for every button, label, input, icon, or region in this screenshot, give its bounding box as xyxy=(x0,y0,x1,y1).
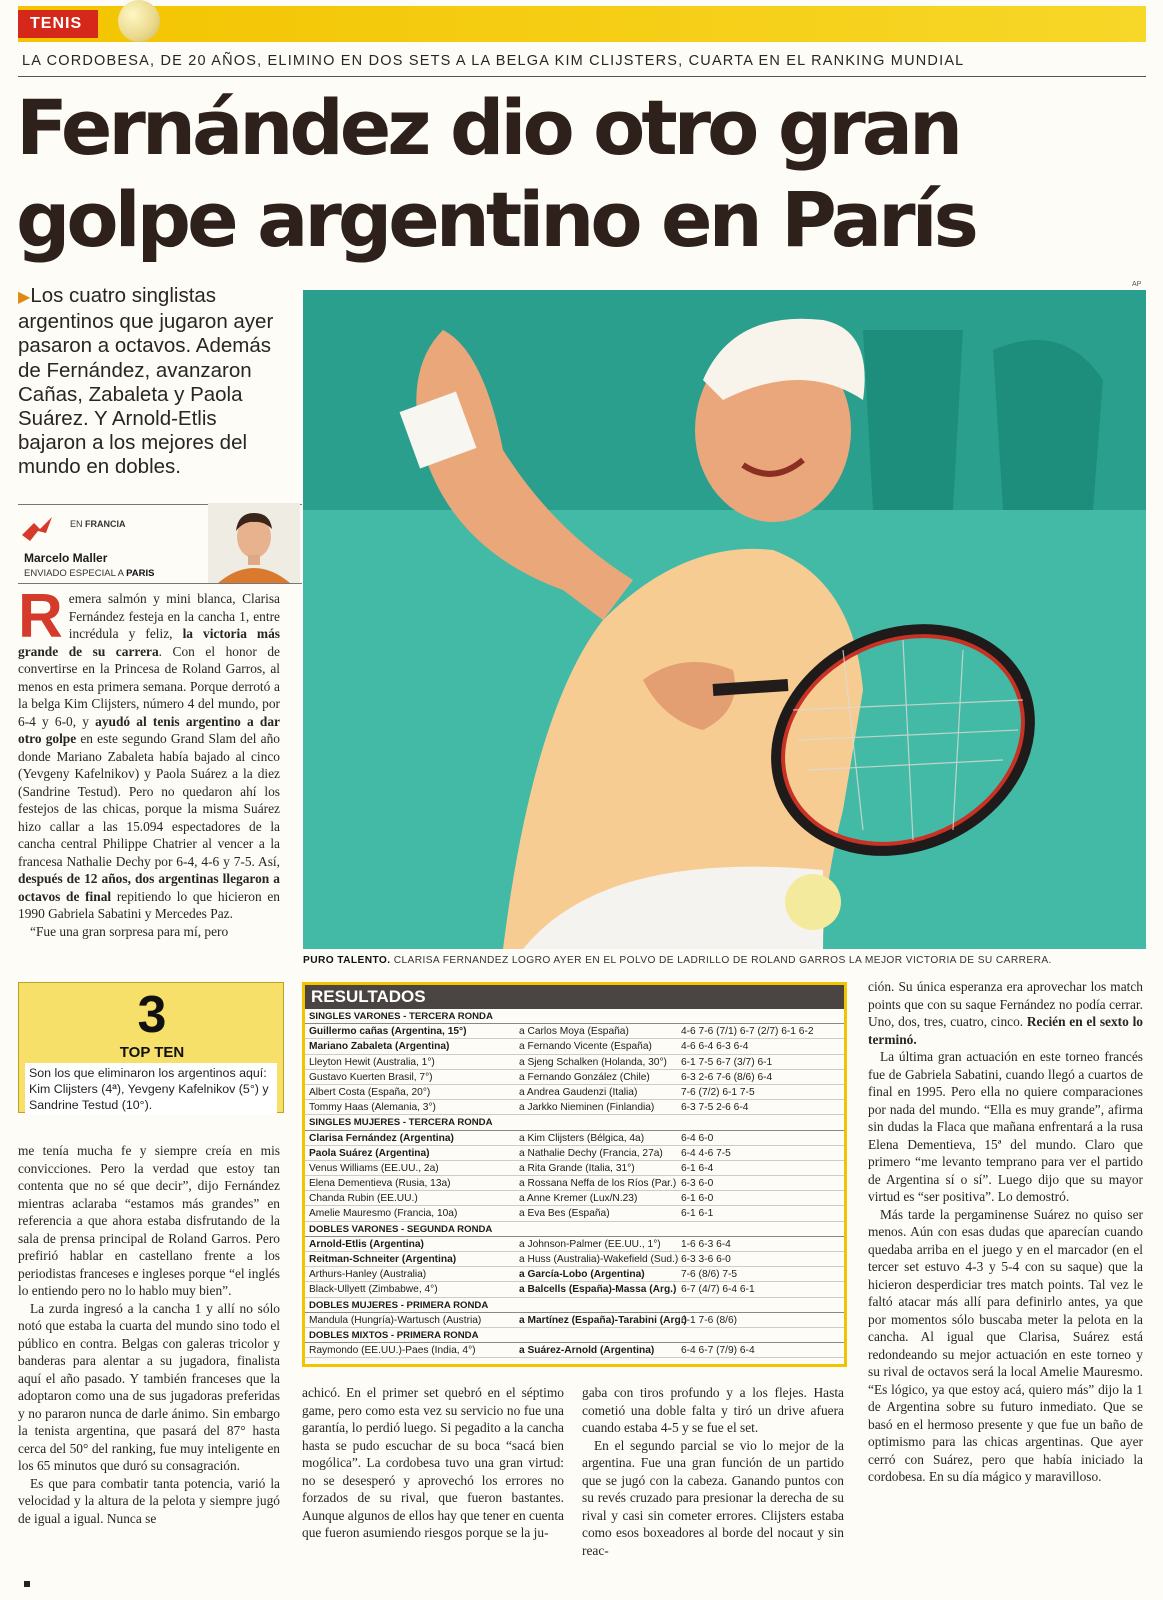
role-city: PARIS xyxy=(126,568,155,579)
results-player: Guillermo cañas (Argentina, 15°) xyxy=(309,1026,467,1038)
para: Más tarde la pergaminense Suárez no quiso ser menos. Aún con esas dudas que aparecían cuando quedaba arriba en el juego y en el marcador (en el tercer set estuvo 4-3 y 5-4 con su saque) que la hicieron desperdiciar tres match points. Tal vez le faltó atacar más allí para definirlo antes, ya que por momentos sólo buscaba meter la pelota en la cancha. Al igual que Clarisa, Suárez está redondeando su mejor actuación en este torneo y su rival de octavos será la local Amelie Mauresmo. “Es lógico, ya que estoy acá, quiero más” dijo la 1 de Argentina sobre su futuro inmediato. Que se basó en el hermoso presente y que fue un baño de optimismo para las chicas argentinas. Que ayer cerró con Suárez, pero que había iniciado la cordobesa. En su día mágico y maravilloso. xyxy=(868,1206,1143,1484)
para: gaba con tiros profundo y a los flejes. Hasta cometió una doble falta y tiró un drive afuera cuando estaba 4-5 y se fue el set. xyxy=(582,1385,844,1435)
author-name: Marcelo Maller xyxy=(24,551,108,565)
para: La última gran actuación en este torneo francés fue de Gabriela Sabatini, cuando llegó a cuartos de final en 1995. Pero ella no quiere comparaciones por nada del mundo. “Ella es muy grande”, afirma sin dudas la Flaca que mañana enfrentará a la rusa Elena Dementieva, 15ª del mundo. Claro que primero “me levanto temprano para ver el partido de Argentina sí o sí”. Luego dijo que su mayor virtud es “ser positiva”. Lo demostró. xyxy=(868,1049,1143,1204)
end-mark xyxy=(24,1581,30,1587)
results-score: 6-4 6-7 (7/9) 6-4 xyxy=(681,1345,755,1357)
bird-logo-icon xyxy=(20,513,54,543)
results-section-header: DOBLES MIXTOS - PRIMERA RONDA xyxy=(305,1328,844,1343)
results-score: 4-6 6-4 6-3 6-4 xyxy=(681,1041,749,1053)
results-section-header: DOBLES MUJERES - PRIMERA RONDA xyxy=(305,1298,844,1313)
headline-line-1: Fernández dio otro gran xyxy=(16,83,960,172)
article-column-1b xyxy=(18,1142,280,1527)
results-score: 6-4 6-0 xyxy=(681,1132,714,1144)
results-row xyxy=(305,1191,844,1206)
article-column-1 xyxy=(18,582,280,940)
results-row xyxy=(305,1252,844,1267)
role-text: ENVIADO ESPECIAL A xyxy=(24,568,124,579)
lede-text: Los cuatro singlistas argentinos que jugaron ayer pasaron a octavos. Además de Fernández, avanzaron Cañas, Zabaleta y Paola Suárez. Y Arnold-Etlis bajaron a los mejores del mundo en dobles. xyxy=(18,284,274,479)
results-opponent: a Fernando González (Chile) xyxy=(519,1071,650,1083)
author-role xyxy=(24,568,154,579)
top-ten-number: 3 xyxy=(137,986,167,1044)
caption-text: CLARISA FERNANDEZ LOGRO AYER EN EL POLVO DE LADRILLO DE ROLAND GARROS LA MEJOR VICTORIA DE SU CARRERA. xyxy=(393,955,1052,966)
top-ten-box xyxy=(18,982,284,1113)
para: ción. Su única esperanza era aprovechar los match points que con su saque Fernández no podía cerrar. Uno, dos, tres, cuatro, cinco. xyxy=(868,979,1143,1029)
results-opponent: a Fernando Vicente (España) xyxy=(519,1041,652,1053)
results-row xyxy=(305,1131,844,1146)
results-player: Arnold-Etlis (Argentina) xyxy=(309,1238,424,1250)
results-score: 6-4 4-6 7-5 xyxy=(681,1147,731,1159)
results-opponent: a Huss (Australia)-Wakefield (Sud.) xyxy=(519,1254,679,1265)
results-row xyxy=(305,1237,844,1252)
results-row xyxy=(305,1206,844,1221)
results-row xyxy=(305,1343,844,1358)
results-score: 6-3 2-6 7-6 (8/6) 6-4 xyxy=(681,1071,773,1083)
results-score: 6-1 6-4 xyxy=(681,1162,714,1174)
results-opponent: a Rita Grande (Italia, 31°) xyxy=(519,1162,635,1174)
results-row xyxy=(305,1146,844,1161)
photo-credit: AP xyxy=(1132,281,1142,288)
results-row xyxy=(305,1100,844,1115)
results-score: 6-3 6-0 xyxy=(681,1178,714,1190)
para: en este segundo Grand Slam del año donde Mariano Zabaleta había bajado al cinco (Yevgeny Kafelnikov) y Paola Suárez a la diez (Sandrine Testud). Pero no quedaron ahí los festejos de las chicas, porque la misma Suárez hizo callar a las 15.094 espectadores de la cancha central Philippe Chatrier al vencer a la francesa Nathalie Dechy por 6-4, 4-6 y 7-5. Así, xyxy=(18,731,280,869)
para: La zurda ingresó a la cancha 1 y allí no sólo notó que estaba la cuarta del mundo sino todo el público en contra. Belgas con galeras tricolor y banderas para alentar a su jugadora, finalista aquí el año pasado. Y también franceses que la adoptaron como una de sus jugadoras preferidas y no pararon nunca de darle ánimo. Sin embargo la tenista argentina, que pasará del 87° hasta cerca del 50° del ranking, fue muy inteligente en los 65 minutos que duró su consagración. xyxy=(18,1300,280,1473)
results-score: 6-3 7-5 2-6 6-4 xyxy=(681,1102,749,1114)
results-score: 6-1 6-1 xyxy=(681,1208,714,1220)
arrow-icon: ▶ xyxy=(18,289,31,306)
section-band xyxy=(18,6,1146,42)
results-body xyxy=(305,1009,844,1358)
results-opponent: a Johnson-Palmer (EE.UU., 1°) xyxy=(519,1238,661,1250)
article-column-3 xyxy=(582,1384,844,1559)
para: Es que para combatir tanta potencia, varió la velocidad y la altura de la pelota y siempre jugó de igual a igual. Nunca se xyxy=(18,1475,280,1526)
results-player: Paola Suárez (Argentina) xyxy=(309,1147,430,1159)
article-column-2 xyxy=(302,1384,564,1542)
para-bold: después de 12 años, dos argentinas llegaron a octavos de final xyxy=(18,871,280,904)
results-opponent: a Kim Clijsters (Bélgica, 4a) xyxy=(519,1132,645,1144)
results-opponent: a Nathalie Dechy (Francia, 27a) xyxy=(519,1147,663,1159)
results-score: 6-1 6-0 xyxy=(681,1193,714,1205)
results-opponent: a Eva Bes (España) xyxy=(519,1208,610,1220)
location: FRANCIA xyxy=(85,519,126,529)
results-opponent: a Andrea Gaudenzi (Italia) xyxy=(519,1086,638,1098)
location-prefix: EN xyxy=(70,519,83,529)
results-section-header: SINGLES MUJERES - TERCERA RONDA xyxy=(305,1115,844,1130)
para: . Con el honor de convertirse en la Princesa de Roland Garros, al menos en esta primera semana. Porque derrotó a la belga Kim Clijsters, número 4 del mundo, por 6-4 y 6-0, y xyxy=(18,643,280,729)
results-player: Elena Dementieva (Rusia, 13a) xyxy=(309,1178,451,1190)
top-ten-label: TOP TEN xyxy=(119,1044,185,1061)
results-opponent: a Suárez-Arnold (Argentina) xyxy=(519,1345,655,1357)
para: En el segundo parcial se vio lo mejor de la argentina. Fue una gran función de un partido que se jugó con la cabeza. Ganando puntos con su revés cruzado para presionar la derecha de su rival y casi sin cometer errores. Clijsters estaba como esos boxeadores al borde del nocaut y sin reac- xyxy=(582,1437,844,1558)
results-player: Raymondo (EE.UU.)-Paes (India, 4°) xyxy=(309,1345,476,1357)
results-section-header: SINGLES VARONES - TERCERA RONDA xyxy=(305,1009,844,1024)
location-label xyxy=(70,519,126,529)
results-player: Albert Costa (España, 20°) xyxy=(309,1086,431,1098)
results-row xyxy=(305,1070,844,1085)
results-score: 6-1 7-5 6-7 (3/7) 6-1 xyxy=(681,1056,773,1068)
results-row xyxy=(305,1039,844,1054)
lede xyxy=(18,284,286,480)
results-score: 4-6 7-6 (7/1) 6-7 (2/7) 6-1 6-2 xyxy=(681,1026,814,1038)
results-opponent: a Balcells (España)-Massa (Arg.) xyxy=(519,1284,677,1296)
results-table xyxy=(302,982,847,1367)
results-row xyxy=(305,1267,844,1282)
results-opponent: a Anne Kremer (Lux/N.23) xyxy=(519,1193,638,1205)
results-row xyxy=(305,1282,844,1297)
results-score: 7-6 (8/6) 7-5 xyxy=(681,1269,738,1281)
para: achicó. En el primer set quebró en el séptimo game, pero como esta vez su servicio no fue una garantía, lo perdió luego. Si pegadito a la cancha hasta se pudo escuchar de su boca “sacá bien mogólica”. La cordobesa tuvo una gran virtud: no se desesperó y aprovechó los errores no forzados de su rival, que fueron bastantes. Aunque algunos de ellos hay que tener en cuenta que fueron asumiendo riesgos porque se la ju- xyxy=(302,1385,564,1540)
results-player: Mariano Zabaleta (Argentina) xyxy=(309,1041,450,1053)
para-bold: ayudó al tenis argentino a dar otro golpe xyxy=(18,713,280,746)
results-opponent: a García-Lobo (Argentina) xyxy=(519,1269,645,1281)
para: me tenía mucha fe y siempre creía en mis convicciones. Pero la verdad que estoy tan contenta que no sé que decir”, dijo Fernández mientras aclaraba “estamos más grandes” en referencia a que ahora estaba disfrutando de la sala de prensa principal de Roland Garros. Pero prefirió hablar en castellano frente a los periodistas franceses e ingleses porque “el inglés lo entiendo pero no lo hablo muy bien”. xyxy=(18,1143,280,1298)
results-player: Arthurs-Hanley (Australia) xyxy=(309,1269,427,1281)
para-bold: la victoria más grande de su carrera xyxy=(18,626,280,659)
results-player: Amelie Mauresmo (Francia, 10a) xyxy=(309,1208,458,1220)
results-row xyxy=(305,1176,844,1191)
headline-line-2: golpe argentino en París xyxy=(16,175,975,264)
results-player: Reitman-Schneiter (Argentina) xyxy=(309,1254,457,1265)
results-player: Gustavo Kuerten Brasil, 7°) xyxy=(309,1071,433,1083)
tennis-ball-icon xyxy=(118,0,160,42)
results-row xyxy=(305,1161,844,1176)
top-ten-text: Son los que eliminaron los argentinos aquí: Kim Clijsters (4ª), Yevgeny Kafelnikov (5°) y Sandrine Testud (10°). xyxy=(25,1063,277,1115)
results-row xyxy=(305,1055,844,1070)
results-score: 7-6 (7/2) 6-1 7-5 xyxy=(681,1086,755,1098)
byline xyxy=(18,504,302,584)
results-title: RESULTADOS xyxy=(305,985,844,1009)
results-player: Mandula (Hungría)-Wartusch (Austria) xyxy=(309,1314,482,1326)
results-opponent: a Carlos Moya (España) xyxy=(519,1026,629,1038)
section-tag: TENIS xyxy=(18,10,98,38)
results-opponent: a Martínez (España)-Tarabini (Arg.) xyxy=(519,1314,687,1326)
results-section-header: DOBLES VARONES - SEGUNDA RONDA xyxy=(305,1222,844,1237)
photo xyxy=(303,290,1146,949)
results-score: 1-6 6-3 6-4 xyxy=(681,1238,731,1250)
para-bold: Recién en el sexto lo terminó. xyxy=(868,1014,1143,1047)
results-opponent: a Rossana Neffa de los Ríos (Par.) xyxy=(519,1178,677,1190)
results-player: Tommy Haas (Alemania, 3°) xyxy=(309,1102,436,1114)
headline xyxy=(16,82,1156,266)
results-score: 6-3 3-6 6-0 xyxy=(681,1254,731,1265)
results-player: Black-Ullyett (Zimbabwe, 4°) xyxy=(309,1284,438,1296)
article-column-4 xyxy=(868,978,1143,1486)
results-row xyxy=(305,1313,844,1328)
results-player: Venus Williams (EE.UU., 2a) xyxy=(309,1162,439,1174)
results-player: Chanda Rubin (EE.UU.) xyxy=(309,1193,418,1205)
caption-title: PURO TALENTO. xyxy=(303,955,391,966)
para: emera salmón y mini blanca, Clarisa Fernández festeja en la cancha 1, entre incrédula y feliz, xyxy=(68,591,280,641)
kicker: LA CORDOBESA, DE 20 AÑOS, ELIMINO EN DOS SETS A LA BELGA KIM CLIJSTERS, CUARTA EN EL RANKING MUNDIAL xyxy=(22,53,965,69)
results-score: 6-7 (4/7) 6-4 6-1 xyxy=(681,1284,755,1296)
results-score: 6-1 7-6 (8/6) xyxy=(681,1314,738,1326)
results-player: Lleyton Hewit (Australia, 1°) xyxy=(309,1056,435,1068)
divider xyxy=(18,76,1146,77)
results-player: Clarisa Fernández (Argentina) xyxy=(309,1132,454,1144)
results-row xyxy=(305,1085,844,1100)
drop-cap: R xyxy=(18,582,63,651)
para: repitiendo lo que hicieron en 1990 Gabriela Sabatini y Mercedes Paz. xyxy=(18,888,280,921)
photo-caption xyxy=(303,955,1146,966)
results-opponent: a Sjeng Schalken (Holanda, 30°) xyxy=(519,1056,667,1068)
avatar xyxy=(208,503,300,583)
results-opponent: a Jarkko Nieminen (Finlandia) xyxy=(519,1102,655,1114)
para: “Fue una gran sorpresa para mí, pero xyxy=(30,923,229,939)
results-row xyxy=(305,1024,844,1039)
